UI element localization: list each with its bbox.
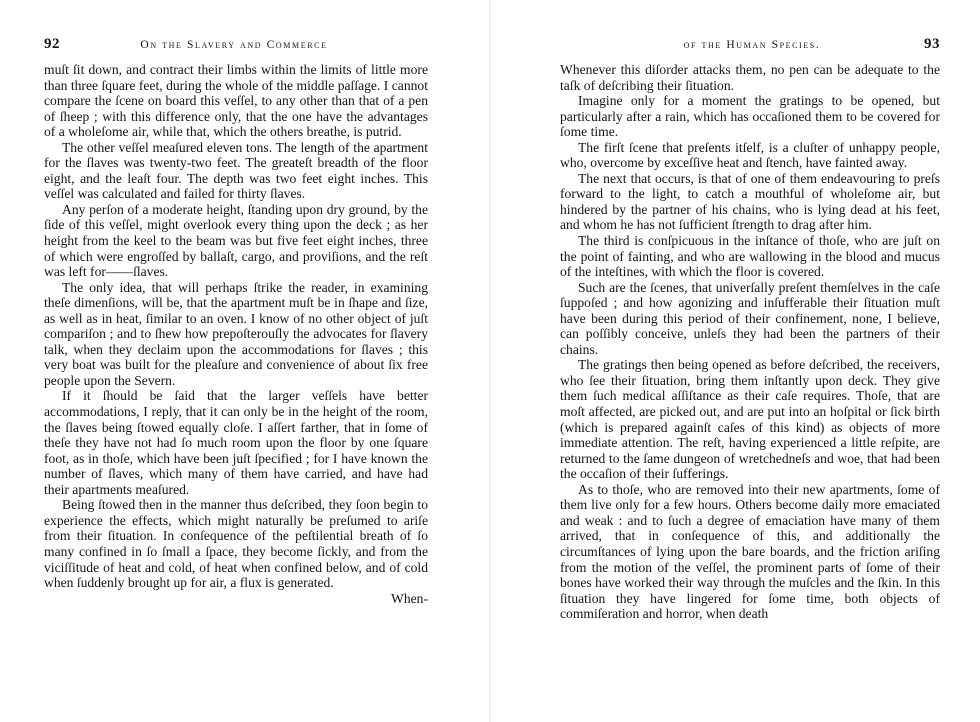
page-number: 93 (923, 36, 940, 52)
right-page-header (560, 36, 940, 62)
paragraph: Any perſon of a moderate height, ſtanding upon dry ground, by the ſide of this veſſel, might overlook every thing upon the deck ; as her height from the keel to the beam was but five feet eight inches, three of which were engroſſed by ballaſt, cargo, and proviſions, and the reſt was left for——ſlaves. (44, 201, 428, 280)
paragraph: The other veſſel meaſured eleven tons. The length of the apartment for the ſlaves was twenty-two feet. The greateſt breadth of the floor eight, and the leaſt four. The depth was two feet eight inches. This veſſel was calculated and failed for thirty ſlaves. (44, 139, 428, 202)
catchword: When- (391, 590, 428, 606)
left-page-header (44, 36, 428, 62)
right-page-text (560, 62, 940, 622)
paragraph: Such are the ſcenes, that univerſally preſent themſelves in the caſe ſuppoſed ; and how agonizing and inſufferable their ſituation muſt have been during this period of their confinement, none, I believe, can poſſibly conceive, unleſs they had been the partners of their chains. (560, 279, 940, 357)
paragraph: Whenever this diſorder attacks them, no pen can be adequate to the taſk of deſcribing their ſituation. (560, 62, 940, 93)
paragraph: If it ſhould be ſaid that the larger veſſels have better accommodations, I reply, that it can only be in the height of the room, the ſlaves being ſtowed equally cloſe. I aſſert farther, that in ſome of theſe they have not had ſo much room upon the floor by one ſquare foot, as in thoſe, which have been juſt ſpecified ; for I have known the number of ſlaves, which many of them have carried, and have had their apartments meaſured. (44, 388, 428, 497)
paragraph: muſt ſit down, and contract their limbs within the limits of little more than three ſquare feet, during the whole of the middle paſſage. I cannot compare the ſcene on board this veſſel, to any other than that of a pen of ſheep ; with this difference only, that the one have the advantages of a wholeſome air, while that, which the others breathe, is putrid. (44, 62, 428, 140)
left-page-text (44, 62, 428, 591)
paragraph: The only idea, that will perhaps ſtrike the reader, in examining theſe dimenſions, will be, that the apartment muſt be in ſhape and ſize, as well as in heat, ſimilar to an oven. I know of no other object of juſt compariſon ; and to ſhew how prepoſterouſly the advocates for ſlavery talk, when they declaim upon the accommodations for ſlaves ; this very boat was built for the pleaſure and convenience of about ſix free people upon the Severn. (44, 279, 428, 388)
running-head: On the Slavery and Commerce (140, 39, 328, 51)
paragraph: As to thoſe, who are removed into their new apartments, ſome of them live only for a few hours. Others become daily more emaciated and weak : and to ſuch a degree of emaciation have many of them arrived, that in conſequence of this, and additionally the circumſtances of lying upon the bare boards, and the friction ariſing from the motion of the veſſel, the prominent parts of ſome of their bones have worked their way through the muſcles and the ſkin. In this ſituation they have lingered for ſome time, both objects of commiſeration and horror, when death (560, 481, 940, 622)
paragraph: The next that occurs, is that of one of them endeavouring to preſs forward to the light, to catch a mouthful of wholeſome air, but hindered by the partner of his chains, who is lying dead at his feet, and whom he has not ſufficient ſtrength to drag after him. (560, 170, 940, 233)
page-number: 92 (44, 36, 60, 52)
right-page (490, 0, 980, 722)
paragraph: The firſt ſcene that preſents itſelf, is a cluſter of unhappy people, who, overcome by exceſſive heat and ſtench, have fainted away. (560, 139, 940, 171)
paragraph: Being ſtowed then in the manner thus deſcribed, they ſoon begin to experience the effects, which might naturally be preſumed to ariſe from their ſituation. In conſequence of the peſtilential breath of ſo many confined in ſo ſmall a ſpace, they become ſickly, and from the viciſſitude of heat and cold, of heat when confined below, and of cold when ſuddenly brought up for air, a flux is generated. (44, 497, 428, 591)
paragraph: Imagine only for a moment the gratings to be opened, but particularly after a rain, which has occaſioned them to be covered for ſome time. (560, 93, 940, 140)
paragraph: The gratings then being opened as before deſcribed, the receivers, who ſee their ſituation, bring them inſtantly upon deck. They give them ſuch medical aſſiſtance as their caſe requires. Thoſe, that are moſt affected, are picked out, and are put into an hoſpital or ſick birth (which is prepared againſt caſes of this kind) as objects of more immediate attention. The reſt, having experienced a little reſpite, are returned to the ſame dungeon of wretchedneſs and woe, that had been the occaſion of their ſufferings. (560, 357, 940, 482)
running-head: of the Human Species. (683, 39, 821, 51)
paragraph: The third is conſpicuous in the inſtance of thoſe, who are juſt on the point of fainting, and who are wallowing in the blood and mucus of the inteſtines, with which the floor is covered. (560, 233, 940, 280)
